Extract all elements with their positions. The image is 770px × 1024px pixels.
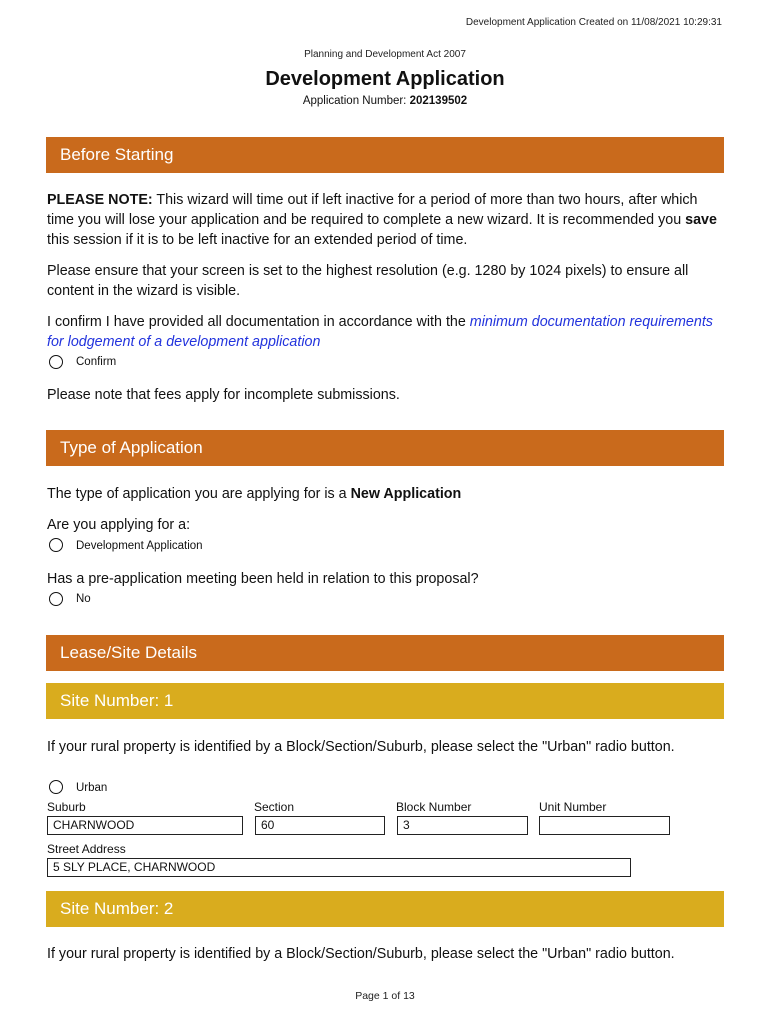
confirm-radio-label: Confirm	[76, 356, 117, 368]
resolution-paragraph: Please ensure that your screen is set to the highest resolution (e.g. 1280 by 1024 pixels) to ensure all content in the wizard is visible.	[47, 263, 689, 299]
site-1-rural-text: If your rural property is identified by a Block/Section/Suburb, please select the "Urban" radio button.	[47, 739, 675, 755]
fees-paragraph: Please note that fees apply for incomplete submissions.	[47, 387, 400, 403]
minimum-documentation-link[interactable]: minimum documentation requirements for lodgement of a development application	[47, 314, 713, 350]
section-before-starting: Before Starting	[46, 137, 724, 173]
section-field[interactable]: 60	[255, 816, 385, 835]
section-type-of-application: Type of Application	[46, 430, 724, 466]
unit-number-field[interactable]	[539, 816, 670, 835]
street-address-label: Street Address	[47, 842, 126, 856]
suburb-label: Suburb	[47, 800, 86, 814]
act-name: Planning and Development Act 2007	[304, 49, 466, 60]
confirm-radio[interactable]	[49, 355, 63, 369]
section-label: Section	[254, 800, 295, 814]
development-application-radio[interactable]	[49, 538, 63, 552]
please-note-label: PLEASE NOTE:	[47, 192, 153, 208]
application-type-text: The type of application you are applying for is a	[47, 486, 351, 502]
save-word: save	[685, 212, 717, 228]
application-number-value: 202139502	[409, 95, 468, 107]
confirm-paragraph	[47, 312, 727, 352]
page-number: Page 1 of 13	[355, 990, 415, 1002]
confirm-text: I confirm I have provided all documentation in accordance with the	[47, 314, 470, 330]
block-number-field[interactable]: 3	[397, 816, 528, 835]
development-application-radio-label: Development Application	[76, 540, 203, 552]
street-address-field[interactable]: 5 SLY PLACE, CHARNWOOD	[47, 858, 631, 877]
site-2-rural-text: If your rural property is identified by a Block/Section/Suburb, please select the "Urban" radio button.	[47, 946, 675, 962]
created-timestamp: Development Application Created on 11/08/2021 10:29:31	[465, 17, 722, 28]
subsection-site-1: Site Number: 1	[46, 683, 724, 719]
applying-for-question: Are you applying for a:	[47, 517, 191, 533]
subsection-site-2: Site Number: 2	[46, 891, 724, 927]
application-number	[0, 95, 770, 107]
application-number-label: Application Number:	[302, 95, 407, 107]
application-type-paragraph	[47, 484, 727, 504]
suburb-field[interactable]: CHARNWOOD	[47, 816, 243, 835]
pre-application-no-radio[interactable]	[49, 592, 63, 606]
pre-application-no-label: No	[76, 593, 91, 605]
unit-number-label: Unit Number	[539, 800, 607, 814]
please-note-paragraph	[47, 190, 727, 250]
block-number-label: Block Number	[396, 800, 472, 814]
please-note-text-2: this session if it is to be left inactive for an extended period of time.	[47, 232, 468, 248]
page-title: Development Application	[265, 68, 505, 90]
site-1-urban-radio[interactable]	[49, 780, 63, 794]
please-note-text-1: This wizard will time out if left inactive for a period of more than two hours, after which time you will lose your application and be required to complete a new wizard. It is recommended you	[47, 192, 698, 228]
pre-application-question: Has a pre-application meeting been held in relation to this proposal?	[47, 571, 479, 587]
section-lease-site-details: Lease/Site Details	[46, 635, 724, 671]
application-type-value: New Application	[350, 486, 462, 502]
site-1-urban-label: Urban	[76, 782, 108, 794]
